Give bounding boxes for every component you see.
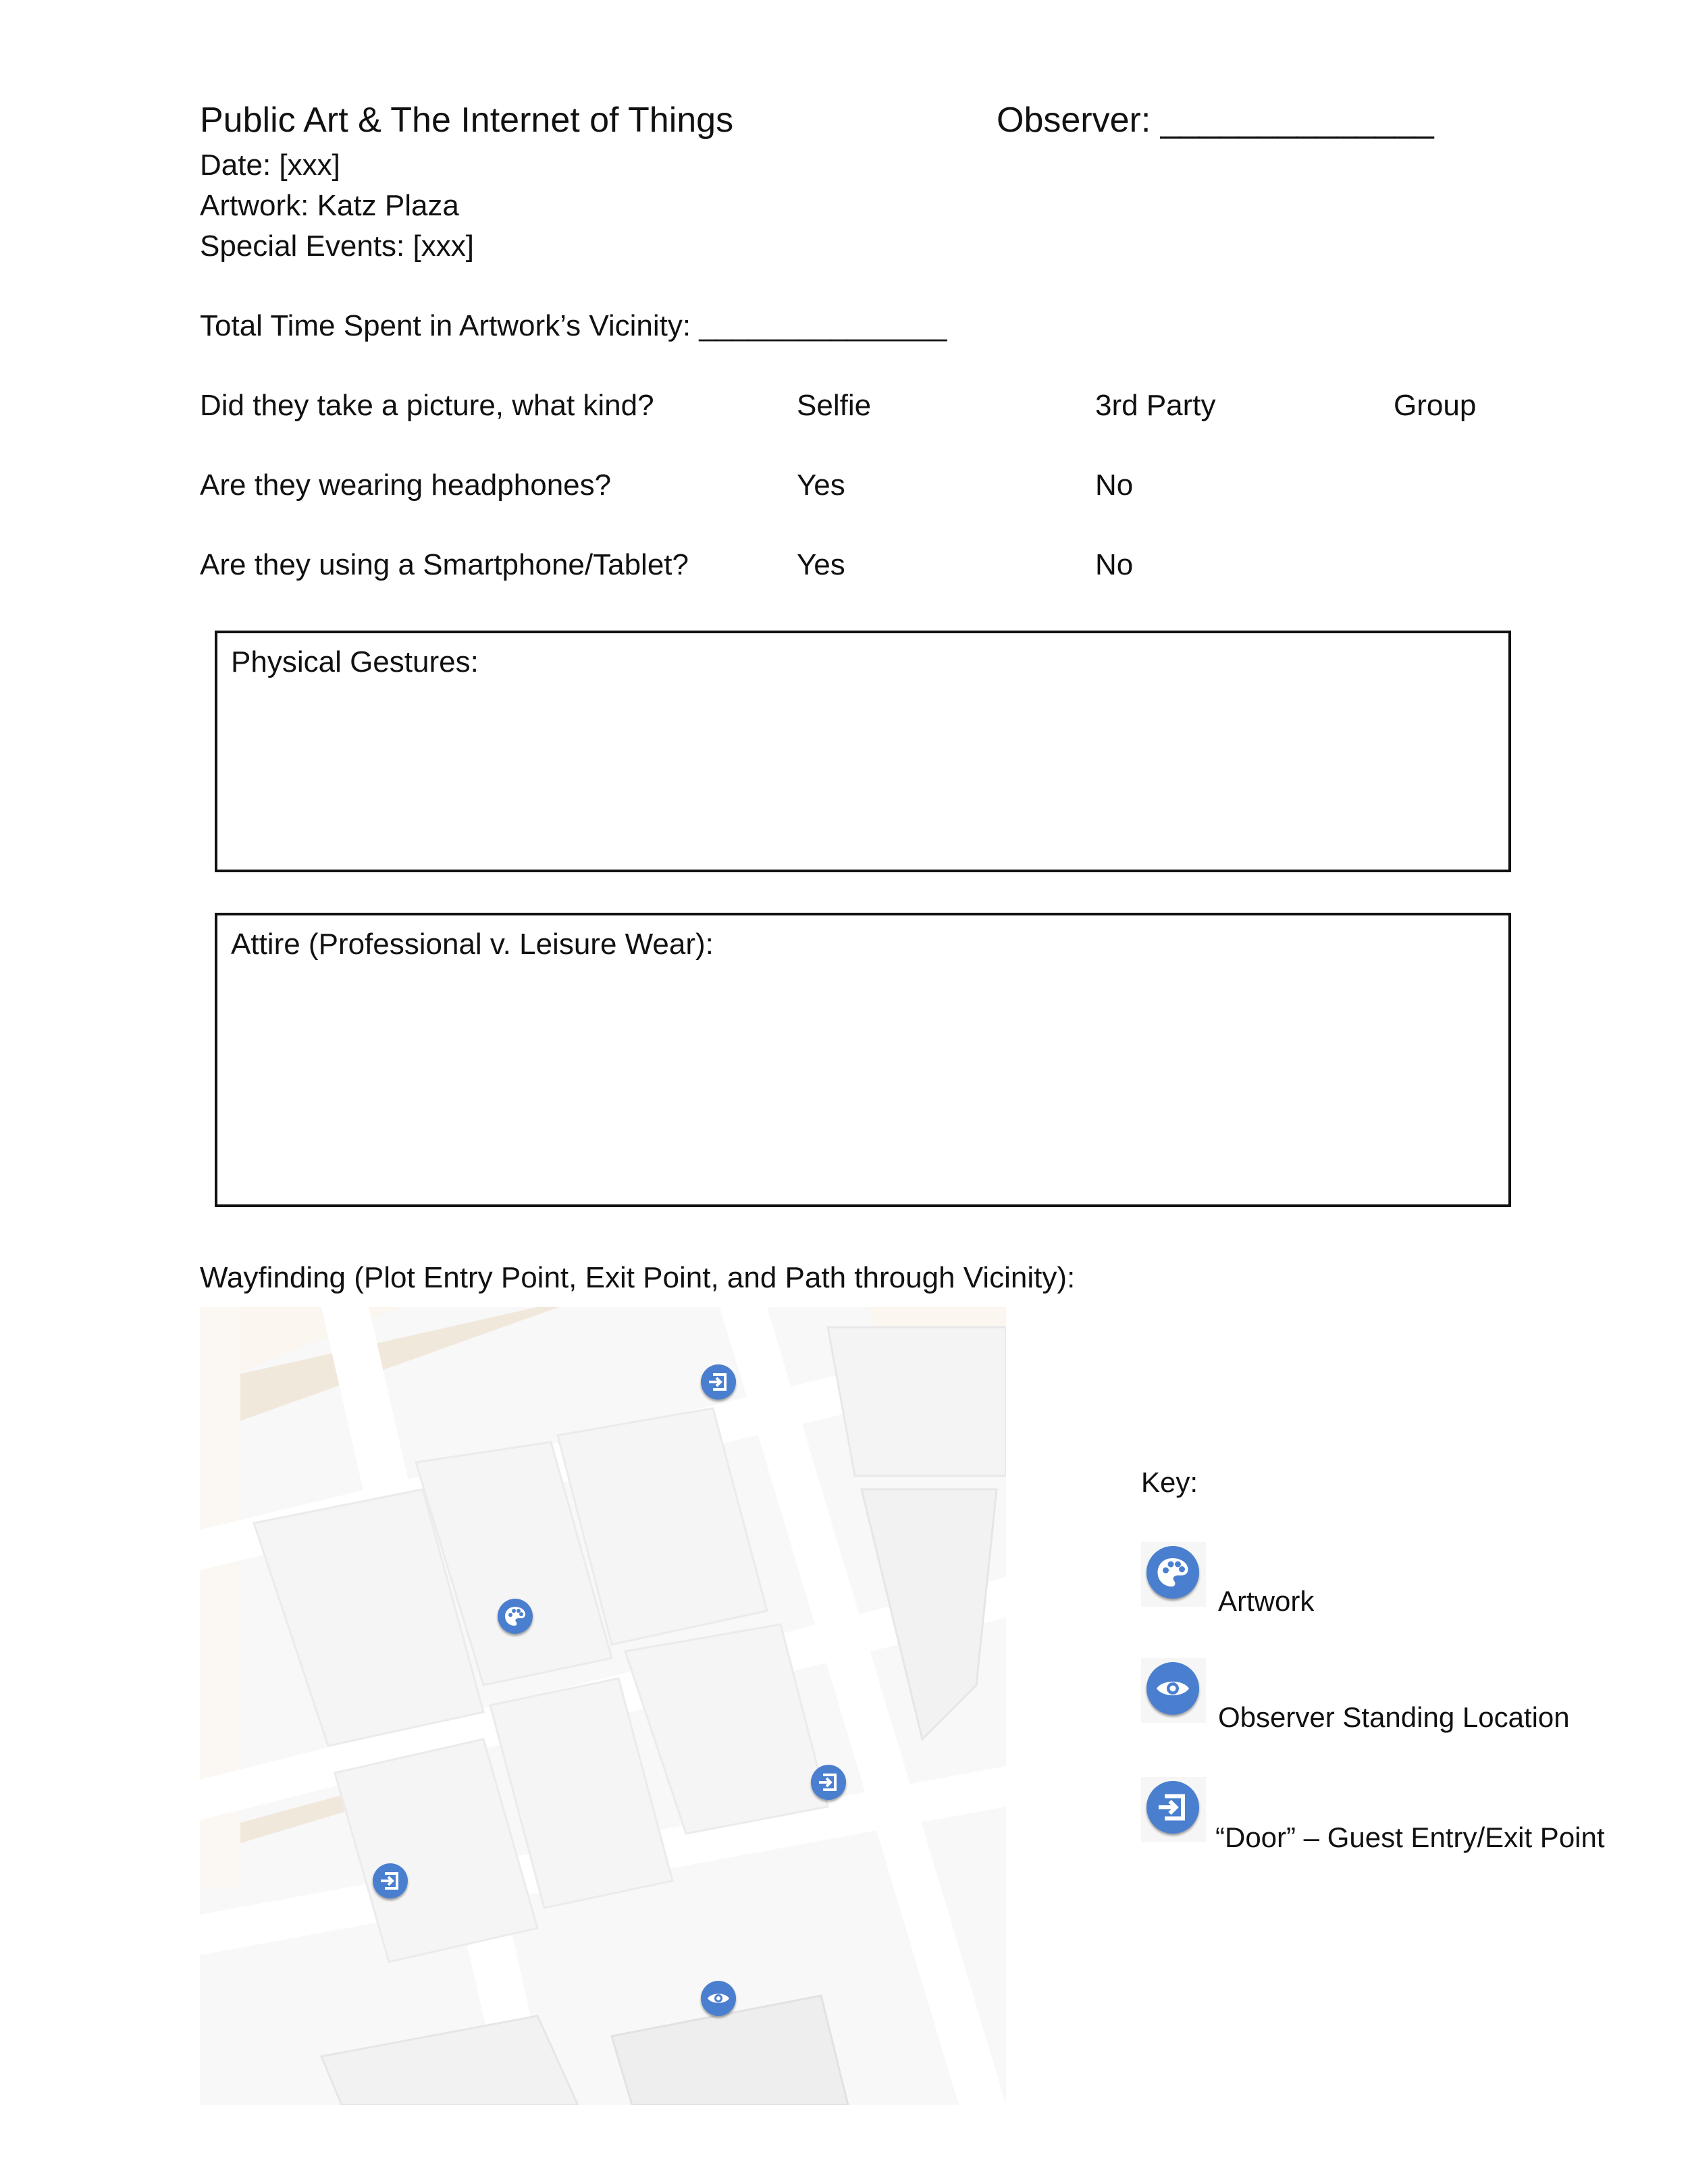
door-icon <box>701 1364 736 1400</box>
observer-pin[interactable] <box>701 1981 736 2016</box>
option-smartphone-no[interactable]: No <box>1095 548 1134 581</box>
attire-label: Attire (Professional v. Leisure Wear): <box>231 928 714 961</box>
special-events-line: Special Events: [xxx] <box>200 230 474 263</box>
eye-icon <box>1146 1662 1199 1715</box>
map-graphic <box>200 1307 1006 2105</box>
option-3rd-party[interactable]: 3rd Party <box>1095 389 1216 422</box>
attire-box[interactable] <box>215 913 1511 1207</box>
key-title: Key: <box>1141 1466 1198 1498</box>
wayfinding-map[interactable] <box>200 1307 1006 2105</box>
option-headphones-no[interactable]: No <box>1095 469 1134 502</box>
key-observer-label: Observer Standing Location <box>1218 1701 1570 1733</box>
form-title: Public Art & The Internet of Things <box>200 101 734 140</box>
key-door-icon-tile <box>1141 1777 1206 1842</box>
artwork-line: Artwork: Katz Plaza <box>200 189 459 222</box>
palette-icon <box>498 1599 533 1634</box>
key-artwork-icon-tile <box>1141 1542 1206 1607</box>
observer-field[interactable]: Observer: ______________ <box>997 101 1434 140</box>
time-spent-field[interactable]: Total Time Spent in Artwork’s Vicinity: _______________ <box>200 309 947 342</box>
key-observer-icon-tile <box>1141 1658 1206 1723</box>
door-pin[interactable] <box>701 1364 736 1400</box>
artwork-pin[interactable] <box>498 1599 533 1634</box>
door-pin[interactable] <box>373 1863 408 1898</box>
physical-gestures-label: Physical Gestures: <box>231 645 479 678</box>
door-icon <box>373 1863 408 1898</box>
option-headphones-yes[interactable]: Yes <box>797 469 845 502</box>
option-selfie[interactable]: Selfie <box>797 389 872 422</box>
question-smartphone: Are they using a Smartphone/Tablet? <box>200 548 689 581</box>
date-line: Date: [xxx] <box>200 149 340 182</box>
physical-gestures-box[interactable] <box>215 631 1511 872</box>
option-group[interactable]: Group <box>1394 389 1477 422</box>
eye-icon <box>701 1981 736 2016</box>
option-smartphone-yes[interactable]: Yes <box>797 548 845 581</box>
question-headphones: Are they wearing headphones? <box>200 469 612 502</box>
door-icon <box>811 1765 846 1800</box>
palette-icon <box>1146 1546 1199 1599</box>
key-artwork-label: Artwork <box>1218 1585 1315 1617</box>
door-pin[interactable] <box>811 1765 846 1800</box>
wayfinding-title: Wayfinding (Plot Entry Point, Exit Point, and Path through Vicinity): <box>200 1261 1076 1294</box>
door-icon <box>1146 1781 1199 1834</box>
key-door-label: “Door” – Guest Entry/Exit Point <box>1215 1821 1605 1853</box>
question-picture: Did they take a picture, what kind? <box>200 389 654 422</box>
